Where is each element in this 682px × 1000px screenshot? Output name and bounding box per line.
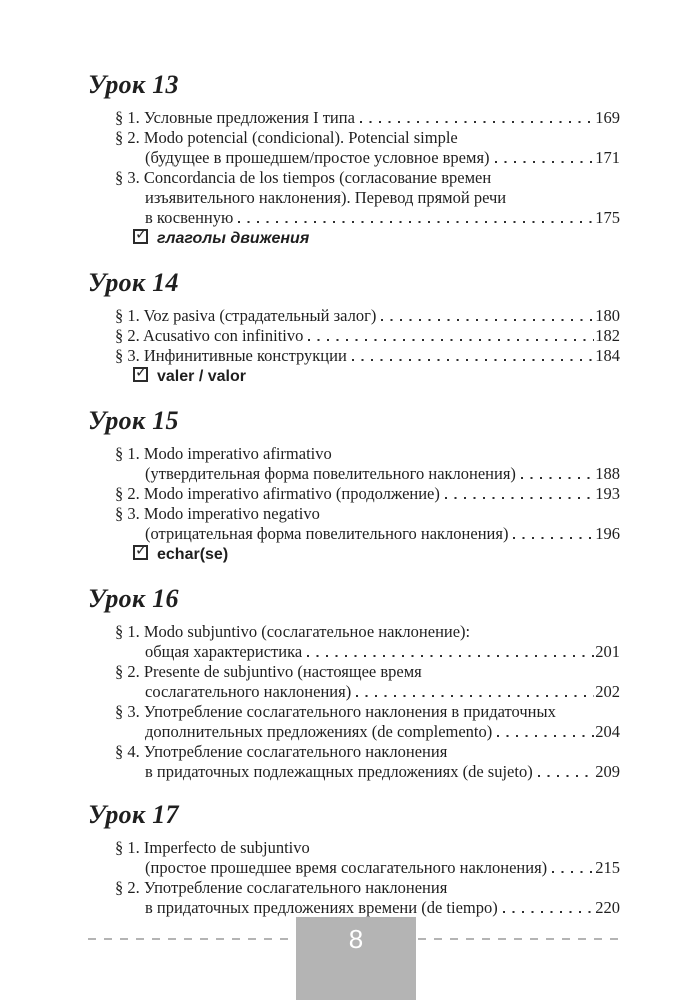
lesson-section <box>88 584 620 782</box>
toc-entry-line <box>115 838 620 858</box>
dot-leader <box>381 306 594 326</box>
toc-entry <box>88 444 620 484</box>
toc-page-number: 188 <box>595 464 620 483</box>
toc-content <box>88 70 620 918</box>
toc-page-number: 169 <box>595 108 620 127</box>
toc-entry-line <box>145 762 620 782</box>
vocab-text: глаголы движения <box>157 230 310 247</box>
lesson-title: Урок 15 <box>88 406 179 435</box>
toc-entry-line <box>145 208 620 228</box>
toc-entry-text: § 1. Modo subjuntivo (сослагательное наклонение): <box>115 622 471 641</box>
toc-entry-line <box>115 484 620 504</box>
toc-entry-text: § 1. Imperfecto de subjuntivo <box>115 838 310 857</box>
toc-page-number: 182 <box>595 326 620 345</box>
toc-entry-text: § 2. Presente de subjuntivo (настоящее время <box>115 662 422 681</box>
toc-entry-text: § 1. Voz pasiva (страдательный залог) <box>115 306 377 325</box>
toc-entry-text: § 2. Употребление сослагательного наклонения <box>115 878 448 897</box>
toc-entry-line <box>115 168 620 188</box>
toc-entry-text: дополнительных предложениях (de complemento) <box>145 722 493 741</box>
dot-leader <box>356 682 594 702</box>
dot-leader <box>445 484 594 504</box>
lesson-title: Урок 13 <box>88 70 179 99</box>
toc-entry <box>88 168 620 228</box>
lesson-section <box>88 800 620 918</box>
toc-page-number: 202 <box>595 682 620 701</box>
vocab-text: echar(se) <box>157 546 229 563</box>
footer-dash-left <box>88 938 294 940</box>
toc-entry <box>88 108 620 128</box>
dot-leader <box>352 346 594 366</box>
toc-entry-text: § 3. Инфинитивные конструкции <box>115 346 347 365</box>
toc-entry <box>88 878 620 918</box>
toc-page-number: 201 <box>595 642 620 661</box>
dot-leader <box>521 464 594 484</box>
lesson-section <box>88 70 620 250</box>
toc-entry-text: (будущее в прошедшем/простое условное время) <box>145 148 490 167</box>
toc-entry-line <box>115 878 620 898</box>
toc-entry-text: общая характеристика <box>145 642 303 661</box>
vocab-item <box>133 225 620 250</box>
toc-entry <box>88 346 620 366</box>
toc-entry <box>88 702 620 742</box>
toc-page-number: 193 <box>595 484 620 503</box>
toc-entry-line <box>115 742 620 762</box>
toc-entry-text: § 4. Употребление сослагательного наклонения <box>115 742 448 761</box>
lesson-title: Урок 16 <box>88 584 179 613</box>
dot-leader <box>538 762 595 782</box>
toc-entry <box>88 484 620 504</box>
toc-entry <box>88 326 620 346</box>
toc-entry-text: сослагательного наклонения) <box>145 682 352 701</box>
toc-entry-line <box>115 622 620 642</box>
toc-entry-text: в придаточных подлежащных предложениях (de sujeto) <box>145 762 533 781</box>
lesson-title: Урок 14 <box>88 268 179 297</box>
toc-entry-text: изъявительного наклонения). Перевод прямой речи <box>145 188 507 207</box>
dot-leader <box>238 208 594 228</box>
toc-entry-line <box>145 722 620 742</box>
toc-entry <box>88 128 620 168</box>
dot-leader <box>503 898 595 918</box>
toc-entry-line <box>145 642 620 662</box>
footer-dash-right <box>418 938 626 940</box>
toc-page-number: 220 <box>595 898 620 917</box>
toc-entry-line <box>145 524 620 544</box>
vocab-item <box>133 363 620 388</box>
toc-entry-line <box>145 898 620 918</box>
page-number-box <box>296 917 416 1000</box>
toc-entry-line <box>115 346 620 366</box>
toc-entry-line <box>115 128 620 148</box>
checkmark-glyph: ✓ <box>135 225 148 243</box>
toc-entry-text: § 2. Acusativo con infinitivo <box>115 326 304 345</box>
page-number: 8 <box>348 924 364 954</box>
toc-entry-text: § 1. Условные предложения I типа <box>115 108 355 127</box>
toc-entry-line <box>145 188 620 208</box>
toc-entry-text: (отрицательная форма повелительного наклонения) <box>145 524 509 543</box>
toc-entry <box>88 742 620 782</box>
toc-entry-line <box>115 444 620 464</box>
toc-page-number: 209 <box>595 762 620 781</box>
vocab-text: valer / valor <box>157 368 246 385</box>
checkmark-glyph: ✓ <box>135 363 148 381</box>
toc-page-number: 180 <box>595 306 620 325</box>
toc-entry-text: § 3. Concordancia de los tiempos (согласование времен <box>115 168 492 187</box>
dot-leader <box>495 148 595 168</box>
toc-entry <box>88 622 620 662</box>
dot-leader <box>552 858 594 878</box>
toc-page-number: 175 <box>595 208 620 227</box>
dot-leader <box>513 524 594 544</box>
toc-entry-line <box>115 662 620 682</box>
toc-entry-line <box>115 326 620 346</box>
toc-page-number: 171 <box>595 148 620 167</box>
toc-entry <box>88 662 620 702</box>
checkbox-checked-icon <box>133 363 148 382</box>
toc-entry-line <box>145 858 620 878</box>
checkbox-checked-icon <box>133 541 148 560</box>
toc-page-number: 196 <box>595 524 620 543</box>
toc-entry-line <box>145 682 620 702</box>
toc-entry-text: в косвенную <box>145 208 234 227</box>
vocab-item <box>133 541 620 566</box>
toc-entry-line <box>115 504 620 524</box>
toc-entry-text: § 3. Modo imperativo negativo <box>115 504 320 523</box>
lesson-section <box>88 268 620 388</box>
toc-entry <box>88 838 620 878</box>
toc-page-number: 184 <box>595 346 620 365</box>
toc-entry-text: § 1. Modo imperativo afirmativo <box>115 444 332 463</box>
toc-entry-text: § 2. Modo potencial (condicional). Potencial simple <box>115 128 458 147</box>
dot-leader <box>360 108 594 128</box>
dot-leader <box>307 642 594 662</box>
dot-leader <box>497 722 594 742</box>
checkmark-glyph: ✓ <box>135 541 148 559</box>
toc-entry-text: § 3. Употребление сослагательного наклонения в придаточных <box>115 702 556 721</box>
toc-page-number: 215 <box>595 858 620 877</box>
toc-entry-line <box>145 464 620 484</box>
toc-entry-line <box>145 148 620 168</box>
toc-entry <box>88 306 620 326</box>
toc-entry-line <box>115 702 620 722</box>
lesson-title: Урок 17 <box>88 800 179 829</box>
toc-entry-text: в придаточных предложениях времени (de tiempo) <box>145 898 498 917</box>
toc-entry-line <box>115 108 620 128</box>
toc-entry <box>88 504 620 544</box>
toc-page-number: 204 <box>595 722 620 741</box>
toc-entry-text: § 2. Modo imperativo afirmativo (продолжение) <box>115 484 440 503</box>
lesson-section <box>88 406 620 566</box>
toc-entry-text: (простое прошедшее время сослагательного наклонения) <box>145 858 548 877</box>
toc-entry-text: (утвердительная форма повелительного наклонения) <box>145 464 516 483</box>
toc-entry-line <box>115 306 620 326</box>
dot-leader <box>308 326 594 346</box>
checkbox-checked-icon <box>133 225 148 244</box>
